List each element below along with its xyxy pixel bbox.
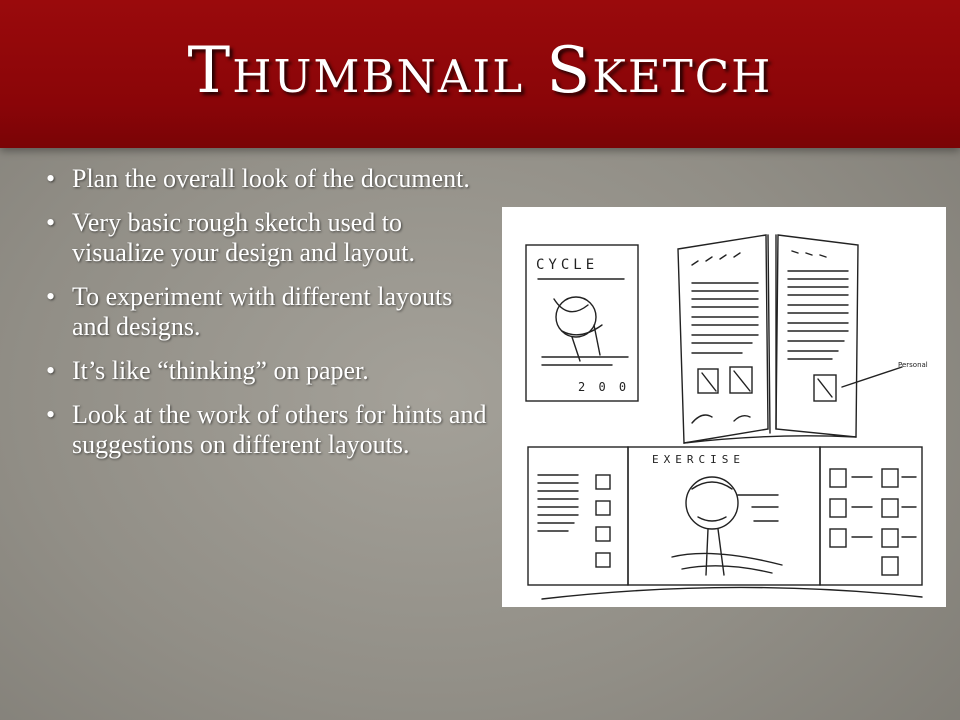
bullet-icon: •	[46, 208, 56, 237]
bullet-icon: •	[46, 282, 56, 311]
title-band	[0, 0, 960, 148]
sketch-cover-title: CYCLE	[536, 257, 599, 273]
sketch-banner-text: EXERCISE	[652, 453, 745, 466]
bullet-icon: •	[46, 400, 56, 429]
bullet-item	[44, 282, 494, 342]
bullet-list	[44, 164, 494, 474]
sketch-callout-label: Personal	[898, 361, 928, 369]
bullet-item	[44, 164, 494, 194]
sketch-trifold-right	[820, 447, 922, 585]
sketch-cover-year: 2 0 0	[578, 380, 630, 394]
bullet-icon: •	[46, 356, 56, 385]
thumbnail-sketch-image	[502, 207, 946, 607]
bullet-text: Plan the overall look of the document.	[72, 164, 470, 193]
bullet-text: Very basic rough sketch used to visualize your design and layout.	[72, 208, 415, 267]
bullet-item	[44, 208, 494, 268]
bullet-icon: •	[46, 164, 56, 193]
bullet-text: To experiment with different layouts and designs.	[72, 282, 453, 341]
sketch-left-panel	[678, 235, 768, 443]
thumbnail-sketch-icon	[502, 207, 946, 607]
sketch-right-panel	[776, 235, 858, 437]
sketch-trifold-center	[628, 447, 820, 585]
sketch-trifold-left	[528, 447, 628, 585]
bullet-text: It’s like “thinking” on paper.	[72, 356, 369, 385]
bullet-item	[44, 356, 494, 386]
page-title: Thumbnail Sketch	[187, 34, 773, 108]
bullet-item	[44, 400, 494, 460]
bullet-text: Look at the work of others for hints and suggestions on different layouts.	[72, 400, 487, 459]
